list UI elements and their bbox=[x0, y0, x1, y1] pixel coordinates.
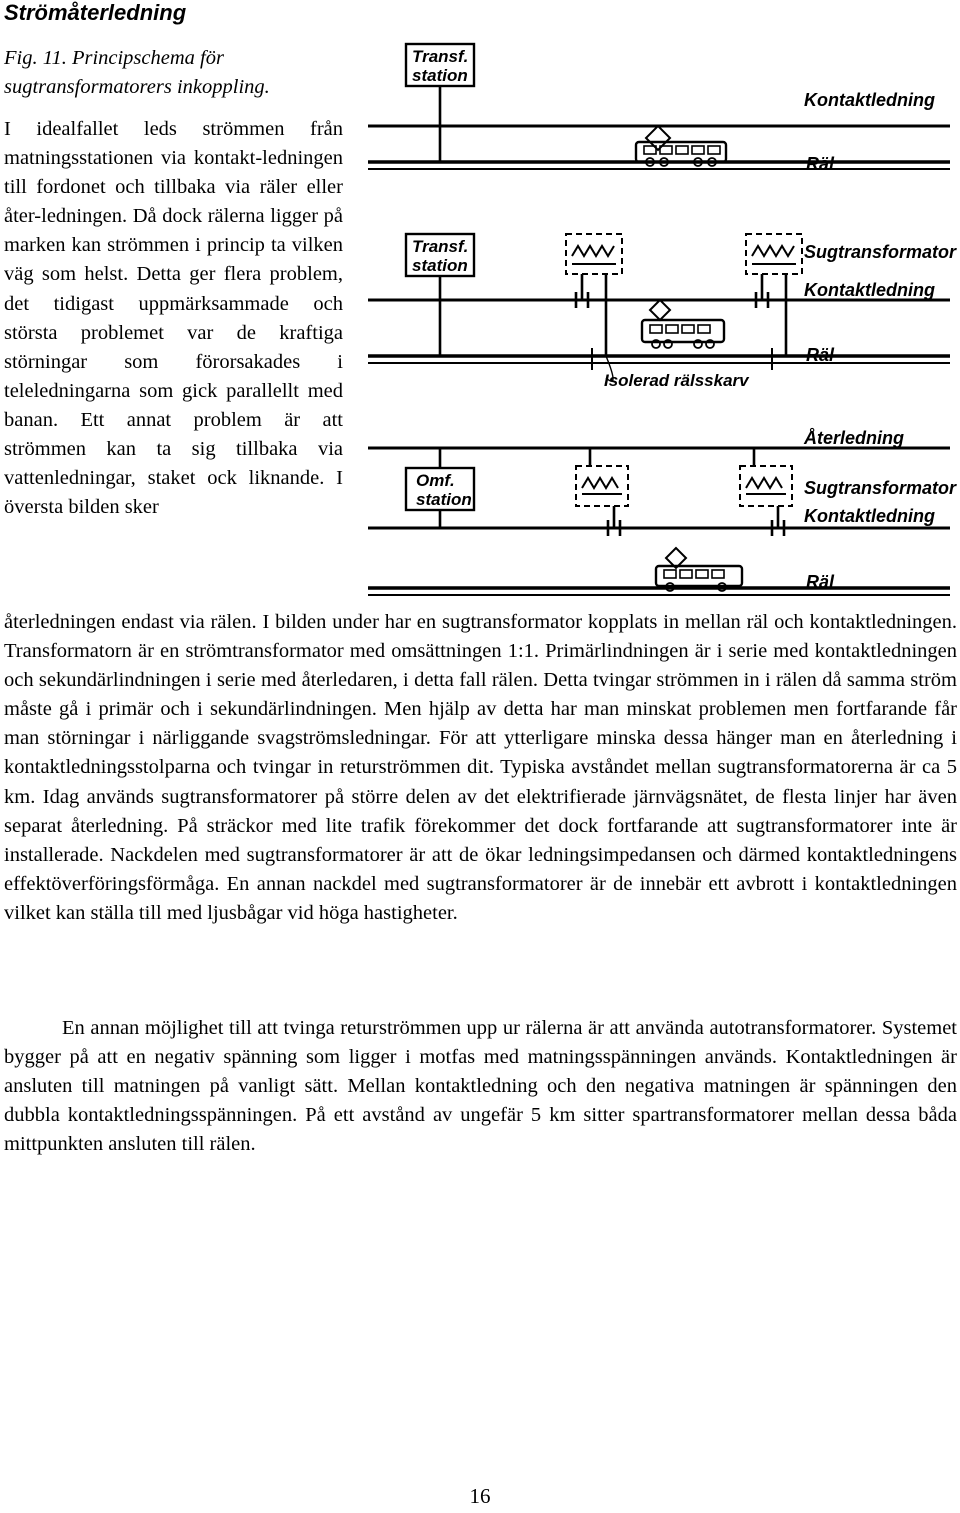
label-rail-1: Räl bbox=[806, 154, 835, 174]
label-sug-2: Sugtransformator bbox=[804, 242, 957, 262]
sug-transformer-1 bbox=[566, 234, 622, 356]
label-isolated-joint: Isolerad rälsskarv bbox=[604, 371, 749, 390]
body-paragraph-2: En annan möjlighet till att tvinga returströmmen upp ur rälerna är att använda autotransformatorer. Systemet bygger på att en negativ spänning som ligger i motfas med matningsspänningen används. Kontaktledningen är ansluten till matningen på vanligt sätt. Mellan kontaktledning och den negativa matningen är spänningen den dubbla kontaktledningsspänningen. På ett avstånd av ungefär 5 km sitter spartransformatorer mellan dessa båda mittpunkten ansluten till rälen. bbox=[4, 1017, 957, 1156]
section-heading: Strömåterledning bbox=[4, 0, 187, 25]
label-rail-3: Räl bbox=[806, 572, 835, 592]
label-rail-2: Räl bbox=[806, 345, 835, 365]
figure-caption: Fig. 11. Principschema för sugtransformatorers inkoppling. bbox=[4, 47, 270, 98]
label-contact-1: Kontaktledning bbox=[804, 90, 935, 110]
label-station-1b: station bbox=[412, 66, 468, 85]
column-paragraph: I idealfallet leds strömmen från matningsstationen via kontakt-ledningen till fordonet och tillbaka via räler eller åter-ledningen. Då dock rälerna ligger på marken kan strömmen i princip ta vilken väg som helst. Detta ger flera problem, det tidigast uppmärksammade och största problemet var de kraftiga störningar som förorsakades i teleledningarna som gick parallellt med banan. Ett annat problem är att strömmen kan ta sig tillbaka via vattenledningar, staket ock liknande. I översta bilden sker bbox=[4, 118, 343, 519]
sug-transformer-3 bbox=[576, 448, 628, 536]
train-1 bbox=[636, 126, 726, 166]
sug-transformer-2 bbox=[746, 234, 802, 356]
label-station-2b: station bbox=[412, 256, 468, 275]
sug-transformer-4 bbox=[740, 448, 792, 536]
label-station-3a: Omf. bbox=[416, 471, 455, 490]
train-3 bbox=[656, 548, 742, 591]
label-station-2a: Transf. bbox=[412, 237, 469, 256]
label-return: Återledning bbox=[804, 428, 905, 448]
label-contact-3: Kontaktledning bbox=[804, 506, 935, 526]
label-station-3b: station bbox=[416, 490, 472, 509]
label-contact-2: Kontaktledning bbox=[804, 280, 935, 300]
page-number: 16 bbox=[469, 1484, 491, 1508]
label-station-1a: Transf. bbox=[412, 47, 469, 66]
label-sug-3: Sugtransformator bbox=[804, 478, 957, 498]
body-paragraph-1: återledningen endast via rälen. I bilden under har en sugtransformator kopplats in mellan räl och kontaktledningen. Transformatorn är en strömtransformator med omsättningen 1:1. Primärlindningen är i serie med kontaktledningen och sekundärlindningen i serie med återledaren, i detta fall rälen. Detta tvingar strömmen in i rälen då samma ström måste gå i primär och i sekundärlindningen. Men hjälp av detta har man minskat problemen men fortfarande får man störningar i närliggande svagströmsledningar. För att ytterligare minska dessa hänger man en återledning i kontaktledningsstolparna och tvingar in returströmmen dit. Typiska avståndet mellan sugtransformatorerna är ca 5 km. Idag används sugtransformatorer på större delen av det elektrifierade järnvägsnätet, de flesta linjer har även separat återledning. På sträckor med lite trafik förekommer det dock fortfarande att sugtransformatorer inte är installerade. Nackdelen med sugtransformatorer är att de ökar ledningsimpedansen och därmed kontaktledningens effektöverföringsförmåga. En annan nackdel med sugtransformatorer är de innebär ett avbrott i kontaktledningen vilket kan ställa till med ljusbågar vid höga hastigheter. bbox=[4, 611, 957, 924]
schematic-figure bbox=[360, 38, 958, 603]
train-2 bbox=[642, 300, 724, 348]
